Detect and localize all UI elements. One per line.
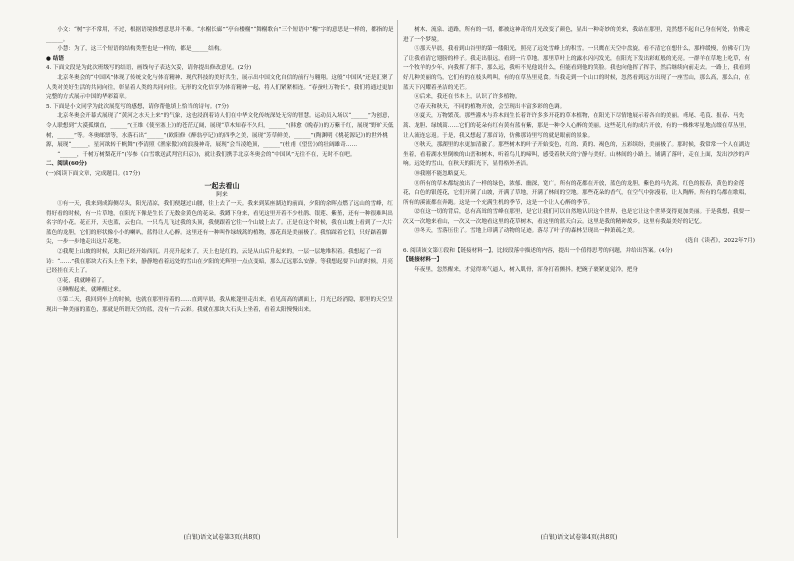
article-source: (选自《读者》，2022年7月) — [685, 238, 755, 245]
article-paragraph: ⑪所有的草木都绽放出了一样的绿色，浓郁、幽深，宽广。所有的花都在开放，蓝色的龙胆，紫色的马先蒿，红色的报春，黄色的金莲花，白色的银莲花，它们开满了山坡，开满了草地，开满了林间的空地。那些花朵的香气，在空气中弥漫着，让人陶醉。所有的鸟都在歌唱，所有的溪流都在奔跑。这是一个充满生机的季节，这是一个让人心醉的季节。 — [403, 180, 750, 206]
dialog-xiaowen: 小文：“树”字不常用，不过，根据语境推想意思并不难。“水榭长廊”“亭台楼榭”“舞榭歌台”三个短语中“榭”字的意思是一样的，都指的是______。 — [46, 27, 394, 43]
dialog-xiaohui: 小慧：为了，这三个短语的结构类型也是一样的，都是______结构。 — [57, 46, 226, 53]
article-paragraph: ⑬冬天，雪落压住了。雪地上印满了动物的足迹。落尽了叶子的森林呈现出一种萧疏之美。 — [414, 228, 638, 235]
page-footer-left: (白银)语文试卷第3页(共8页) — [183, 534, 261, 541]
question-6: 6. 阅读该文第①段和【链接材料一】，比较段落中描述的内容，提出一个值得思考的问题，并给出答案。(4分) — [403, 247, 673, 254]
link-material-text: 年夜里，忽然醒来，才觉得寒气逼人，树入肌骨，浑身打着颤抖。把碗子裹紧更觉冷，把身 — [414, 266, 638, 273]
question-5-text-1: 北京冬奥会开幕式展现了“黄河之水天上来”的气象，这也浸润着诗人们在中华文化传统深处无穷的智慧。运动员入场以“______”为创意，令人联想到“大漠孤烟直，______”(王维《使至塞上》)的苍茫辽阔，展现“草木知春不久归，______”(韩愈《晚春》)的万紫千红，展现“野旷天低树，______”等。冬奥邮票等，水落石出“______”(欧阳修《醉翁亭记》)的四季之美，展现“芳草鲜美，______”(陶渊明《桃花源记》)的世外桃源，展现“______，星河欲转千帆舞”(李清照《渔家傲》)的浪漫神奇，展现“会当凌绝顶，______”(杜甫《望岳》)的壮阔雄奇…… — [46, 113, 394, 149]
article-paragraph: ⑥后来，我还在书本上，认识了许多植物。 — [414, 94, 521, 101]
article-paragraph: ⑫在这一切的背后，总有高耸的雪峰在那里，是它让我们可以自然地认识这个世界，也是它让这个世界变得更加美丽。于是我想，我要一次又一次地来看山，一次又一次地看这里的花草树木，看这里的蓝天白云。这里是我的精神故乡，这里有我最美好的记忆。 — [403, 209, 750, 225]
article-paragraph: ②我爬上山坡的时候，太阳已经开始西沉。月亮升起来了，天上也是红的，云是从山后升起来的，一层一层地堆积着。我想起了一首诗：“……”我在那块大石头上坐下来，静静地看着远处的雪山在夕阳的光辉里一点点变暗，那么辽远那么安静。等我想起要下山的时候，月亮已经挂在天上了。 — [46, 249, 393, 275]
article-paragraph: ⑨秋天，那湖里的水更加清澈了。那些树木的叶子开始变色，红的、黄的、褐色的，五彩缤纷，美丽极了。那时候，我常常一个人在湖边坐着，看着湖水里倒映的山峦和树木，听着鸟儿的啼叫，感受着秋天的宁静与美好。山林间的小路上，铺满了落叶，走在上面，发出沙沙的声响。远处的雪山，在秋天的阳光下，显得格外圣洁。 — [403, 142, 750, 168]
article-paragraph: ⑧夏天，万物繁茂。那些灌木与乔木间生长着许许多多开花的草本植物，在阳光下尽情地展示着各自的美丽。鸢尾、毛茛、报春、马先蒿、龙胆、绿绒蒿……它们的花朵有红有黄有蓝有紫，那是一种令人心醉的美丽。这些花儿有的成片开放，有的一株株零星地点缀在草丛里，让人流连忘返。于是，我又想起了那首诗，仿佛那诗里写的就是眼前的景象。 — [403, 113, 750, 139]
article-paragraph: ⑦春天和秋天，不同的植物开放，会呈现出丰富多彩的色调。 — [414, 103, 566, 110]
question-4: 4. 下面文段是为此次班级写的结语，画线句子表达欠妥，请你提出修改意见。(2分) — [46, 65, 252, 72]
question-5-text-2: “______，千树万树梨花开”(岑参《白雪歌送武判官归京》)，就让我们携手北京冬奥会的“中国风”无往不在，无时不在吧。 — [57, 151, 356, 158]
page-footer-right: (白银)语文试卷第4页(共8页) — [540, 534, 618, 541]
right-column — [403, 26, 755, 526]
question-4-text: 北京冬奥会的“中国风”体现了传统文化与体育精神、现代科技的美好共生，展示出中国文化自信的前行与翱翔。这般“中国风”还是汇聚了人类对美好生活的共同向往，彰显着人类的共同向往。无形的文化信享为体育精神一起，将人们紧紧相连。“春蚕吐万物长”，我们将通过更加完整的方式展示中国的华彩篇章。 — [46, 74, 394, 101]
question-5: 5. 下面是小文同学为此次展览写的感想，请你帮他填上恰当的诗句。(7分) — [46, 103, 229, 110]
left-column — [46, 26, 398, 526]
link-material-heading: 【链接材料一】 — [403, 257, 443, 264]
article-paragraph: 树木、流泉、道路，所有的一切，都被这神奇的月光改变了颜色，显出一种奇妙的美来，我站在那里，竟然想不起自己身在何处，仿佛走进了一个梦境。 — [403, 27, 750, 43]
article-paragraph: ⑤第二天，我回到车上的时候，也就在那里待着的……直到早晨，我从帐篷里走出来，看见高高的湖面上，月光已经消隐，那里的天空呈现出一种美丽的蓝色，那就是所谓天空的蓝，没有一片云彩。我就在那块大石头上坐着，看着太阳慢慢出来。 — [46, 297, 393, 313]
article-paragraph: ⑩我刚不能忽略夏天。 — [414, 170, 471, 177]
article-author: 阿来 — [216, 191, 228, 198]
article-paragraph: ③花，我就睡着了。 — [57, 277, 108, 284]
article-paragraph: ⑤那天早晨，我看到山谷里的第一缕阳光，照亮了远处雪峰上的积雪。一只鹰在天空中盘旋，看不清它在想什么，那样缓慢，仿佛专门为了让我看清它翅膀的样子。我走出很远，看到一片草地。那里草叶上的露水闪闪发光，在阳光下发出彩虹般的光亮。一群羊在草地上吃草，有一个牧羊的少年，向我挥了挥手，那么远，我听不见他说什么，但能看到他的笑脸。我也向他挥了挥手，然后继续向前走去。一路上，我看到好几种美丽的鸟，它们有的在枝头鸣叫，有的在草丛里觅食。当我走到一个山口的时候，忽然看到远方出现了一座雪山，那么高，那么白，在蓝天下闪耀着圣洁的光芒。 — [403, 46, 750, 91]
section-heading-jieyu: ● 结语 — [46, 55, 65, 62]
section-reading: 二、阅读(60分) — [46, 161, 88, 168]
article-paragraph: ④睡醒起来，就睡醒过来。 — [57, 287, 125, 294]
subsection-1: (一)阅读下面文章，完成题目。(17分) — [46, 170, 141, 177]
article-title: 一起去看山 — [204, 180, 240, 190]
article-paragraph: ①有一天，我来到成海侧尽头，阳光清凉，我们便越过山腰，往上去了一天。我来到某座湖边的前面，夕阳的余晖点燃了远山的雪峰，红得好看的时候，有一片草地，在阳光下像是生长了无数金黄色的花朵。我蹲下身来，看见这里开着不少杜鹃、银莲、紫堇，还有一种很难叫出名字的小花。花正开，天也蓝，云也白，一只鸟儿飞过我的头顶，我便跟着它往一个山坡上去了。正是在这个时候，我在山坡上看到了一大片蓝色的龙胆，它们的形状像小小的喇叭，蓝得让人心醉。这里还有一种叫作绿绒蒿的植物，那花真是美丽极了。我怕踩着它们，只好踮着脚尖，一步一步地走出这片花地。 — [46, 201, 393, 246]
